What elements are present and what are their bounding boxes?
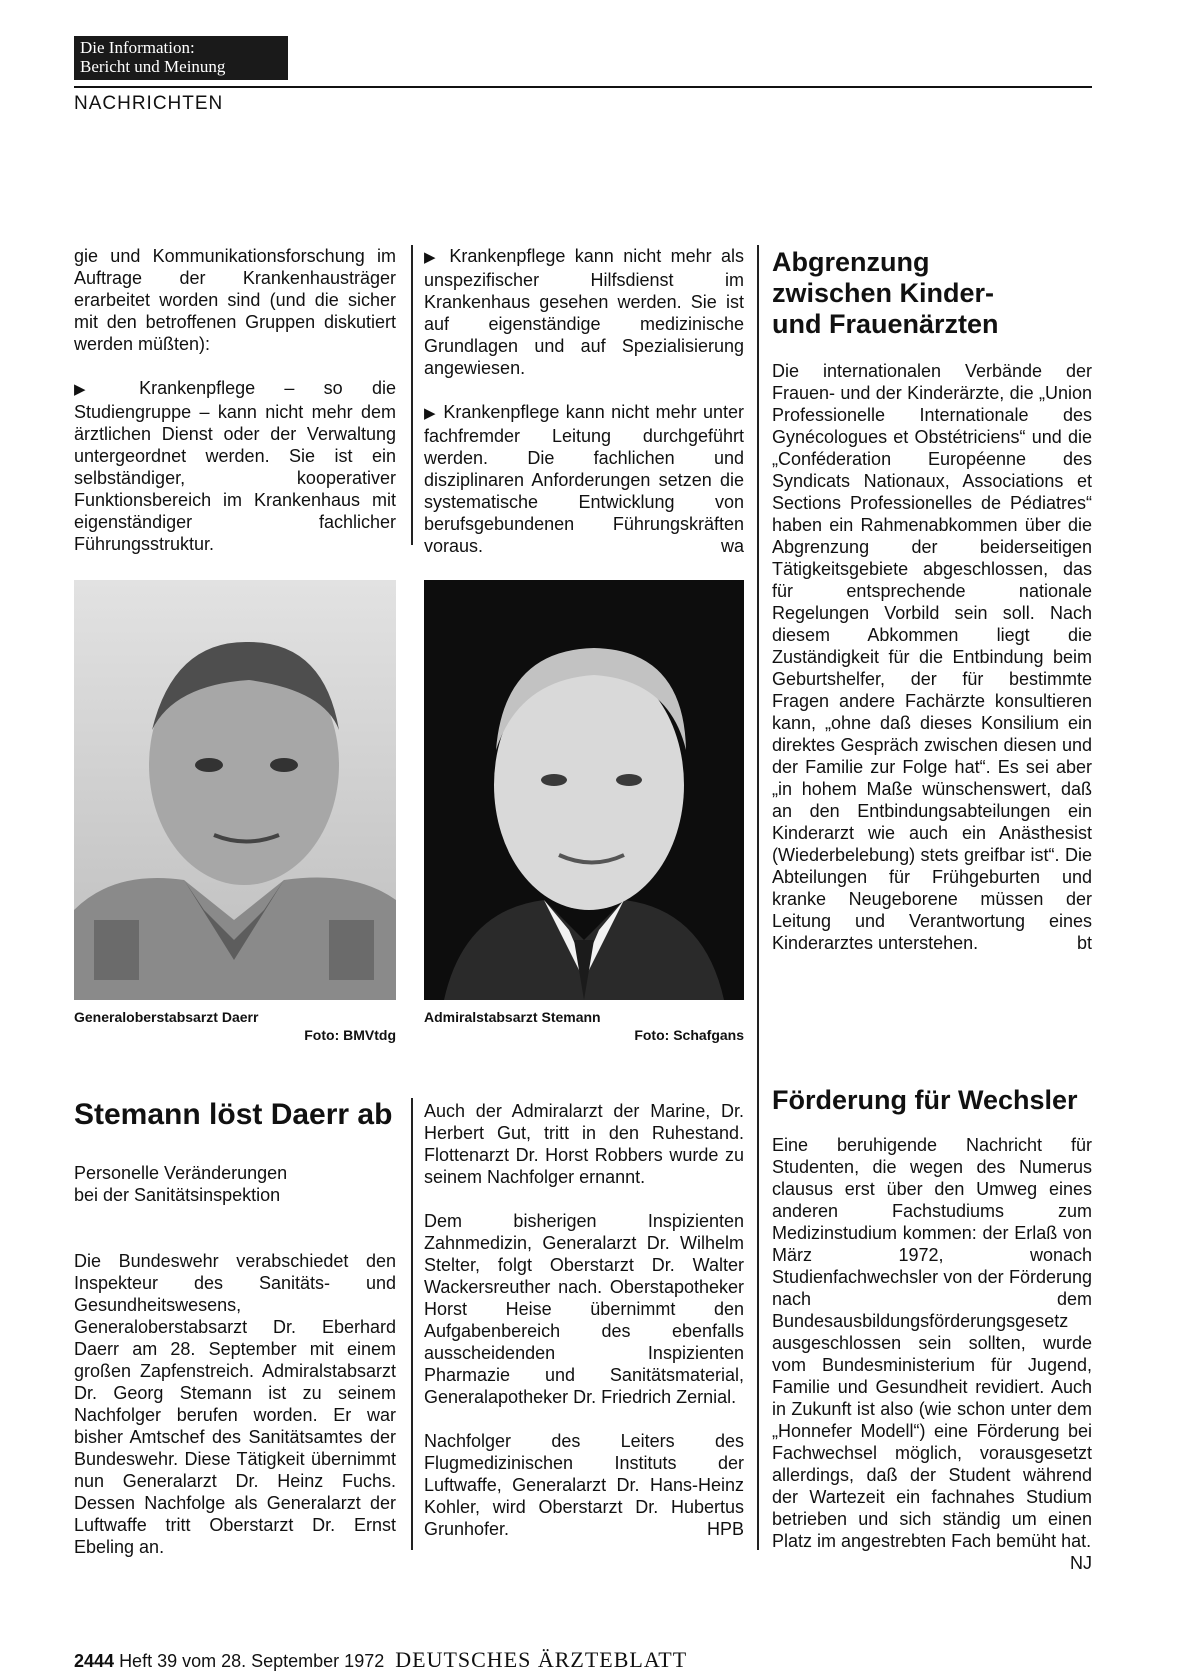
photo-daerr [74,580,396,1000]
headline-abgrenzung [772,247,1092,340]
col1-paragraph-1: gie und Kommunikationsforschung im Auftrage der Krankenhausträger erarbeitet worden sind (und die sicher mit den betroffenen Gruppen diskutiert werden müßten): [74,246,396,354]
headline-line-2: zwischen Kinder- [772,278,995,308]
stemann-paragraph-1: Die Bundeswehr verabschiedet den Inspekteur des Sanitäts- und Gesundheitswesens, Generaloberstabsarzt Dr. Eberhard Daerr am 28. September mit einem großen Zapfenstreich. Admiralstabsarzt Dr. Georg Stemann ist zu seinem Nachfolger berufen worden. Er war bisher Amtschef des Sanitätsamtes der Bundeswehr. Diese Tätigkeit übernimmt nun Generalarzt Dr. Heinz Fuchs. Dessen Nachfolge als Generalarzt der Luftwaffe tritt Oberstarzt Dr. Ernst Ebeling an. [74,1251,396,1557]
col1-top [74,245,396,577]
portrait-photo-icon [74,580,396,1000]
caption-stemann [424,1008,744,1044]
abgrenzung-body: Die internationalen Verbände der Frauen- und der Kinderärzte, die „Union Professionelle Internationale des Gynécologues et Obstétriciens“ und die „Conféderation Européenne des Syndicats Nationaux, Associations et Sections Professionelles de Pédiatres“ haben ein Rahmenabkommen über die Abgrenzung der beiderseitigen Tätigkeitsgebiete abgeschlossen, das für entsprechende nationale Regelungen Vorbild sein soll. Nach diesem Abkommen liegt die Zuständigkeit für die Entbindung beim Geburtshelfer, der für bestimmte Fragen andere Fachärzte konsultieren kann, „ohne daß dieses Konsilium ein direktes Gespräch zwischen diesen und der Familie zur Folge hat“. Es sei aber „in hohem Maße wünschenswert, daß an den Entbindungsabteilungen ein Kinderarzt wie auch ein Anästhesist (Wiederbelebung) stets greifbar ist“. Die Abteilungen für Frühgeburten und kranke Neugeborene müssen der Leitung und Verantwortung eines Kinderarztes unterstehen. bt [772,361,1092,953]
subhead-line-2: bei der Sanitätsinspektion [74,1185,281,1205]
section-title: NACHRICHTEN [74,93,224,114]
col2-paragraph-1: ▶ Krankenpflege kann nicht mehr als unspezifischer Hilfsdienst im Krankenhaus gesehen werden. Sie ist auf eigenständige medizinische Grundlagen und auf Spezialisierung angewiesen. [424,246,744,378]
caption-name: Admiralstabsarzt Stemann [424,1009,601,1025]
page-footer [74,1647,687,1673]
column-rule [411,245,413,545]
bullet-arrow-icon: ▶ [74,381,110,398]
stemann-paragraph-2: Auch der Admiralarzt der Marine, Dr. Herbert Gut, tritt in den Ruhestand. Flottenarzt Dr. Horst Robbers wurde zu seinem Nachfolger ernannt. [424,1101,744,1187]
header-rule [74,86,1092,88]
bullet-arrow-icon: ▶ [424,405,437,422]
author-signature: NJ [1070,1553,1092,1573]
article-foerderung [772,1085,1092,1574]
col2-paragraph-2: ▶ Krankenpflege kann nicht mehr unter fachfremder Leitung durchgeführt werden. Die fachlichen und disziplinaren Anforderungen setzen die systematische Entwicklung von berufsgebundenen Führungskräften voraus. wa [424,402,744,556]
col1-paragraph-2: ▶ Krankenpflege – so die Studiengruppe – kann nicht mehr dem ärztlichen Dienst oder der Verwaltung untergeordnet werden. Sie ist ein selbständiger, kooperativer Funktionsbereich im Krankenhaus mit eigenständiger fachlicher Führungsstruktur. [74,378,396,554]
headline-stemann: Stemann löst Daerr ab [74,1098,393,1131]
author-signature: bt [1076,933,1092,953]
issue-info: Heft 39 vom 28. September 1972 [119,1651,385,1671]
badge-line-2: Bericht und Meinung [80,57,226,76]
author-signature: HPB [706,1519,744,1539]
column-rule [411,1098,413,1550]
foerderung-body: Eine beruhigende Nachricht für Studenten, die wegen des Numerus clausus erst über den Umweg eines anderen Fachstudiums zum Medizinstudium kommen: der Erlaß von März 1972, wonach Studienfachwechsler von der Förderung nach dem Bundesausbildungsförderungsgesetz ausgeschlossen sein sollten, wurde vom Bundesministerium für Jugend, Familie und Gesundheit revidiert. Auch in Zukunft ist also (wie schon unter dem „Honnefer Modell“) eine Förderung bei Fachwechsel möglich, vorausgesetzt allerdings, daß der Student während der Wartezeit ein fachnahes Studium betrieben und sich ständig um einen Platz im angestrebten Fach bemüht hat. NJ [772,1135,1092,1573]
article-stemann [74,1098,396,1580]
photo-stemann [424,580,744,1000]
magazine-name: DEUTSCHES ÄRZTEBLATT [395,1647,688,1672]
headline-foerderung: Förderung für Wechsler [772,1085,1078,1115]
caption-daerr [74,1008,396,1044]
bullet-arrow-icon: ▶ [424,249,440,266]
article-stemann-continued [424,1100,744,1562]
stemann-paragraph-4: Nachfolger des Leiters des Flugmedizinischen Instituts der Luftwaffe, Generalarzt Dr. Hans-Heinz Kohler, wird Oberstarzt Dr. Hubertus Grunhofer. HPB [424,1431,744,1539]
column-rule [757,245,759,1550]
headline-line-1: Abgrenzung [772,247,930,277]
author-signature: wa [720,536,744,556]
article-abgrenzung [772,247,1092,976]
subheadline [74,1162,396,1206]
subhead-line-1: Personelle Veränderungen [74,1163,288,1183]
photo-credit: Foto: BMVtdg [304,1027,396,1043]
page-number: 2444 [74,1651,115,1671]
section-badge [74,36,288,80]
headline-line-3: und Frauenärzten [772,309,999,339]
caption-name: Generaloberstabsarzt Daerr [74,1009,259,1025]
badge-line-1: Die Information: [80,38,195,57]
col2-top [424,245,744,579]
stemann-paragraph-3: Dem bisherigen Inspizienten Zahnmedizin, Generalarzt Dr. Wilhelm Stelter, folgt Oberstarzt Dr. Walter Wackersreuther nach. Oberstapotheker Horst Heise übernimmt den Aufgabenbereich des ebenfalls ausscheidenden Inspizienten Pharmazie und Sanitätsmaterial, Generalapotheker Dr. Friedrich Zernial. [424,1211,744,1407]
photo-credit: Foto: Schafgans [634,1027,744,1043]
portrait-photo-icon [424,580,744,1000]
